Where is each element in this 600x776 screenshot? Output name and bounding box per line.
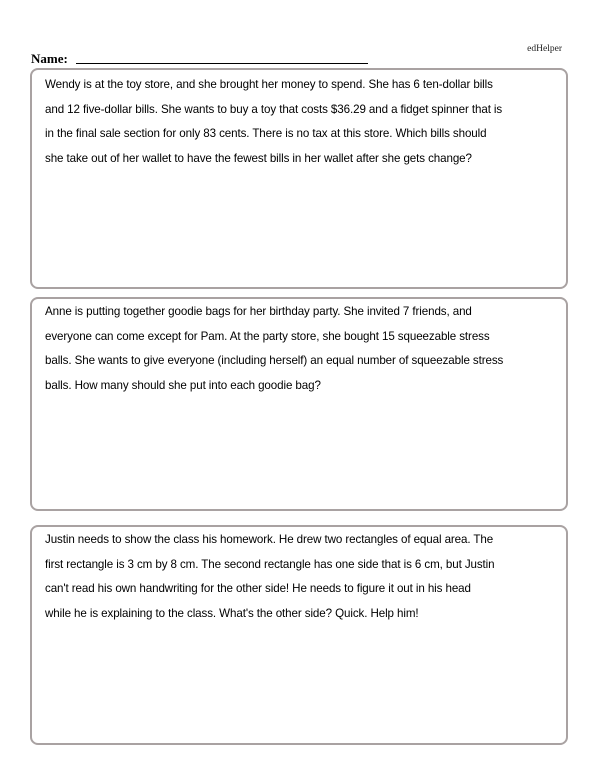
name-label: Name: bbox=[31, 51, 68, 66]
name-answer-line[interactable] bbox=[76, 63, 368, 64]
problem-text-line: she take out of her wallet to have the fewest bills in her wallet after she gets change? bbox=[45, 151, 472, 165]
problem-box-2[interactable] bbox=[30, 297, 568, 511]
problem-text-line: Anne is putting together goodie bags for her birthday party. She invited 7 friends, and bbox=[45, 305, 472, 318]
problem-text-line: Wendy is at the toy store, and she brought her money to spend. She has 6 ten-dollar bills bbox=[45, 78, 493, 91]
problem-text-line: balls. How many should she put into each goodie bag? bbox=[45, 378, 321, 392]
problem-box-3[interactable] bbox=[30, 525, 568, 745]
problem-text-line: in the final sale section for only 83 cents. There is no tax at this store. Which bills should bbox=[45, 127, 487, 140]
problem-text-line: balls. She wants to give everyone (including herself) an equal number of squeezable stress bbox=[45, 354, 504, 367]
problem-text-line: while he is explaining to the class. What's the other side? Quick. Help him! bbox=[45, 606, 419, 620]
problem-text-line: Justin needs to show the class his homework. He drew two rectangles of equal area. The bbox=[45, 533, 494, 546]
problem-box-1[interactable] bbox=[30, 68, 568, 289]
problem-text-line: can't read his own handwriting for the other side! He needs to figure it out in his head bbox=[45, 582, 471, 595]
problem-text-line: everyone can come except for Pam. At the party store, she bought 15 squeezable stress bbox=[45, 329, 490, 343]
brand-label: edHelper bbox=[527, 44, 562, 54]
problem-text-line: first rectangle is 3 cm by 8 cm. The second rectangle has one side that is 6 cm, but Justin bbox=[45, 557, 495, 571]
problem-text-line: and 12 five-dollar bills. She wants to buy a toy that costs $36.29 and a fidget spinner that is bbox=[45, 102, 503, 116]
